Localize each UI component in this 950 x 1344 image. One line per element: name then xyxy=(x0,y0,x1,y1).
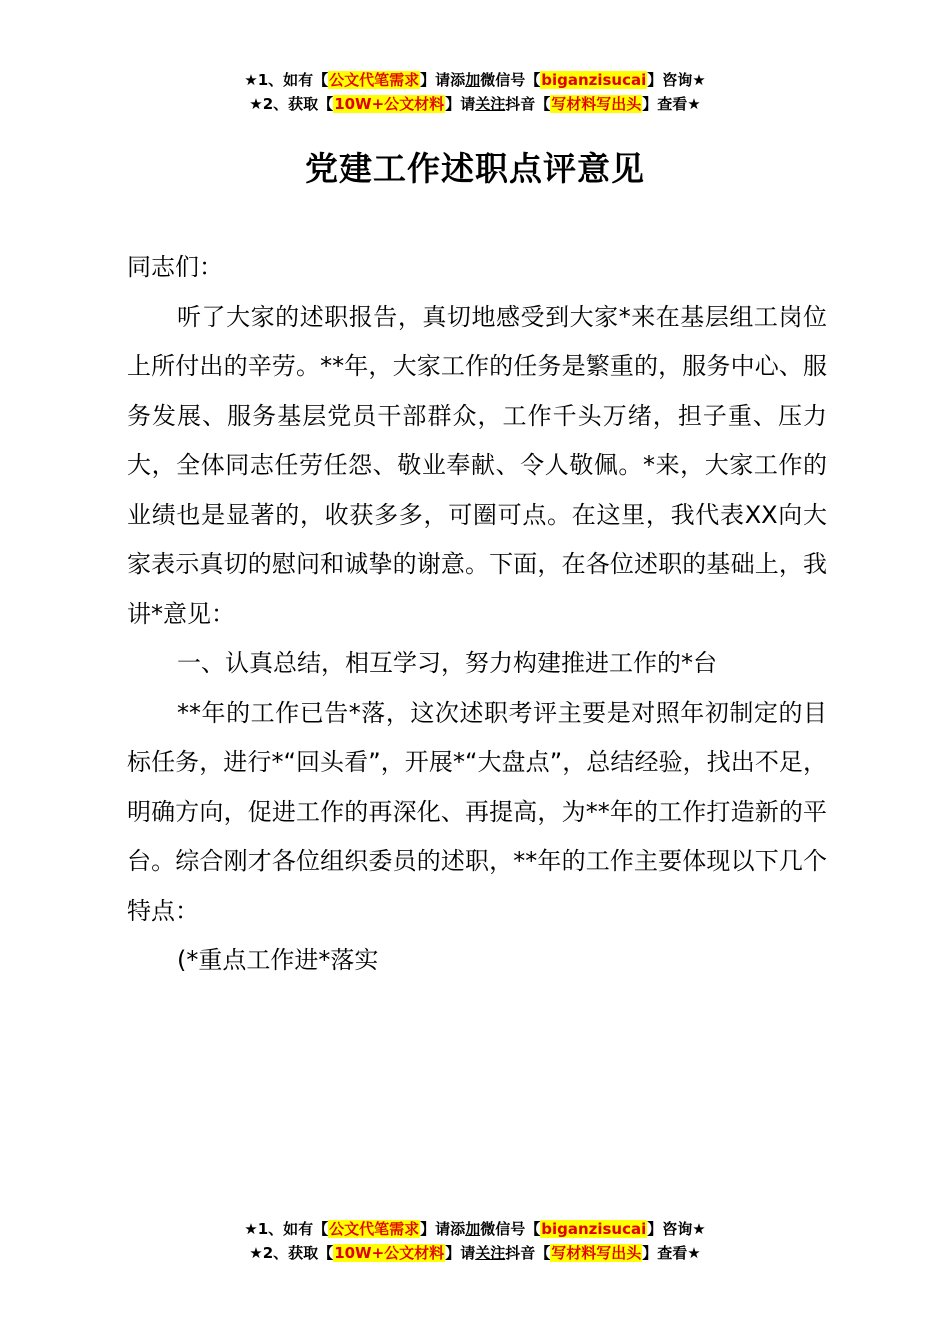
banner-line-2: ★2、获取【10W+公文材料】请关注抖音【写材料写出头】查看★ xyxy=(249,1244,701,1262)
subsection-heading: (*重点工作进*落实 xyxy=(177,946,379,974)
document-body xyxy=(127,243,827,986)
paragraph: 听了大家的述职报告，真切地感受到大家*来在基层组工岗位上所付出的辛劳。**年，大家工作的任务是繁重的，服务中心、服务发展、服务基层党员干部群众，工作千头万绪，担子重、压力大，全体同志任劳任怨、敬业奉献、令人敬佩。*来，大家工作的业绩也是显著的，收获多多，可圈可点。在这里，我代表XX向大家表示真切的慰问和诚挚的谢意。下面，在各位述职的基础上，我讲*意见： xyxy=(127,302,827,628)
header-banner xyxy=(0,68,950,116)
banner-wechat-id: biganzisucai xyxy=(541,1220,647,1238)
banner-line-1: ★1、如有【公文代笔需求】请添加微信号【biganzisucai】咨询★ xyxy=(244,1220,706,1238)
banner-wechat-id: biganzisucai xyxy=(541,71,647,89)
section-heading: 一、认真总结，相互学习，努力构建推进工作的*台 xyxy=(177,649,717,677)
salutation: 同志们： xyxy=(127,253,223,281)
banner-highlight: 公文代笔需求 xyxy=(329,71,420,89)
banner-line-1: ★1、如有【公文代笔需求】请添加微信号【biganzisucai】咨询★ xyxy=(244,71,706,89)
banner-douyin-id: 写材料写出头 xyxy=(551,1244,642,1262)
document-title: 党建工作述职点评意见 xyxy=(305,149,645,188)
banner-line-2: ★2、获取【10W+公文材料】请关注抖音【写材料写出头】查看★ xyxy=(249,95,701,113)
banner-highlight: 10W+公文材料 xyxy=(334,95,445,113)
footer-banner xyxy=(0,1217,950,1265)
banner-highlight: 10W+公文材料 xyxy=(334,1244,445,1262)
paragraph: **年的工作已告*落，这次述职考评主要是对照年初制定的目标任务，进行*“回头看”，开展*“大盘点”，总结经验，找出不足，明确方向，促进工作的再深化、再提高，为**年的工作打造新的平台。综合刚才各位组织委员的述职，**年的工作主要体现以下几个特点： xyxy=(127,698,827,925)
banner-highlight: 公文代笔需求 xyxy=(329,1220,420,1238)
banner-douyin-id: 写材料写出头 xyxy=(551,95,642,113)
